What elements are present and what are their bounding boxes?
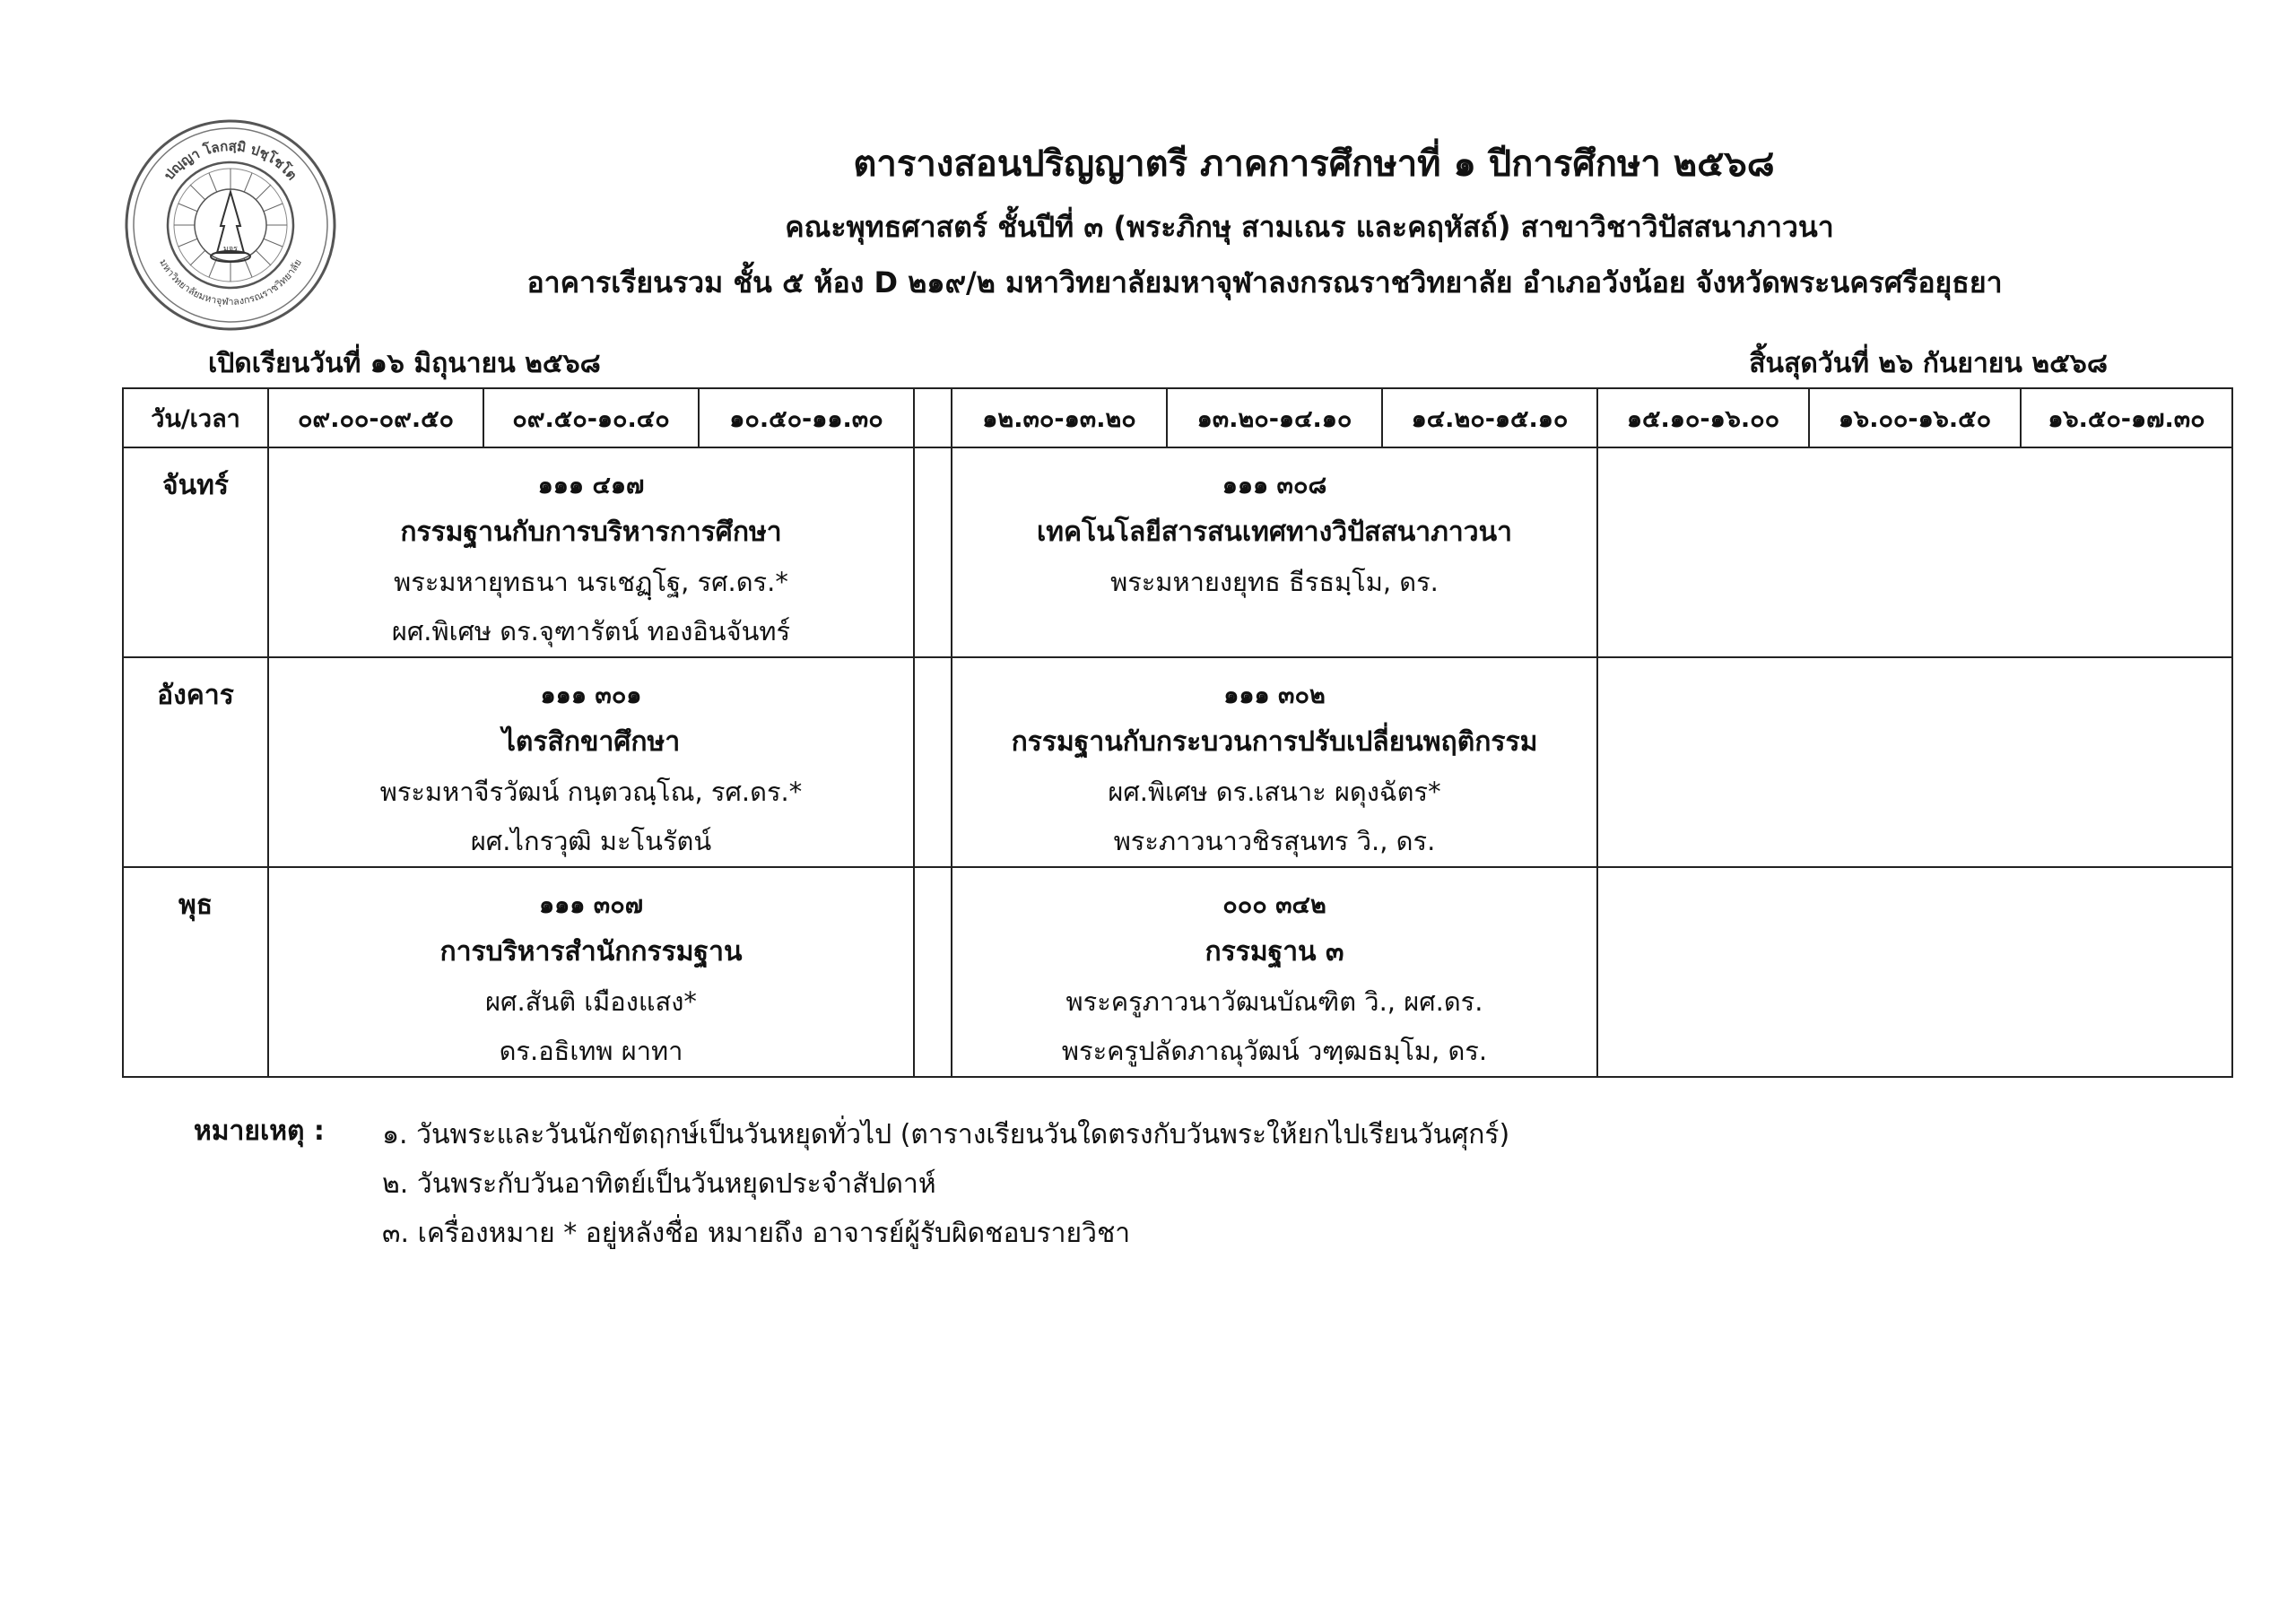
- course-cell: [268, 867, 914, 1077]
- day-cell: จันทร์: [123, 447, 268, 657]
- course-code: ๑๑๑ ๔๑๗: [537, 472, 645, 499]
- notes-label: หมายเหตุ :: [194, 1115, 325, 1147]
- note-item: ๒. วันพระกับวันอาทิตย์เป็นวันหยุดประจำสัปดาห์: [382, 1168, 936, 1200]
- day-cell: อังคาร: [123, 657, 268, 867]
- course-name: เทคโนโลยีสารสนเทศทางวิปัสสนาภาวนา: [1037, 516, 1512, 548]
- note-item: ๑. วันพระและวันนักขัตฤกษ์เป็นวันหยุดทั่วไป (ตารางเรียนวันใดตรงกับวันพระให้ยกไปเรียนวันศุกร์): [382, 1119, 1510, 1150]
- course-code: ๐๐๐ ๓๔๒: [1222, 891, 1326, 919]
- teacher-name: พระครูภาวนาวัฒนบัณฑิต วิ., ผศ.ดร.: [1065, 986, 1483, 1017]
- schedule-table: [122, 387, 2233, 1078]
- teacher-name: ดร.อธิเทพ ผาทา: [499, 1036, 683, 1066]
- teacher-name: ผศ.สันติ เมืองแสง*: [485, 986, 697, 1017]
- break-cell: [914, 657, 952, 867]
- header-row: [123, 388, 2232, 447]
- table-row: [123, 867, 2232, 1077]
- end-date: สิ้นสุดวันที่ ๒๖ กันยายน ๒๕๖๘: [1749, 348, 2108, 379]
- header-slot-8: ๑๖.๐๐-๑๖.๕๐: [1809, 388, 2021, 447]
- header-slot-1: ๐๙.๐๐-๐๙.๕๐: [268, 388, 483, 447]
- header-slot-2: ๐๙.๕๐-๑๐.๔๐: [483, 388, 699, 447]
- teacher-name: ผศ.ไกรวุฒิ มะโนรัตน์: [470, 826, 712, 856]
- teacher-name: พระมหาจีรวัฒน์ กนฺตวณฺโณ, รศ.ดร.*: [379, 777, 803, 807]
- course-name: กรรมฐานกับกระบวนการปรับเปลี่ยนพฤติกรรม: [1011, 726, 1538, 758]
- break-cell: [914, 447, 952, 657]
- course-name: กรรมฐานกับการบริหารการศึกษา: [400, 516, 782, 548]
- svg-text:มหาวิทยาลัยมหาจุฬาลงกรณราชวิทย: มหาวิทยาลัยมหาจุฬาลงกรณราชวิทยาลัย: [157, 256, 304, 308]
- course-cell: [268, 657, 914, 867]
- header-slot-3: ๑๐.๕๐-๑๑.๓๐: [699, 388, 914, 447]
- teacher-name: พระมหายุทธนา นรเชฏฺโฐ, รศ.ดร.*: [394, 567, 788, 597]
- course-cell: [952, 867, 1597, 1077]
- header-day-time: วัน/เวลา: [123, 388, 268, 447]
- course-code: ๑๑๑ ๓๐๗: [538, 891, 644, 919]
- empty-cell: [1597, 867, 2232, 1077]
- teacher-name: พระครูปลัดภาณุวัฒน์ วฑฺฒธมฺโม, ดร.: [1061, 1036, 1488, 1066]
- day-cell: พุธ: [123, 867, 268, 1077]
- course-code: ๑๑๑ ๓๐๘: [1222, 472, 1327, 499]
- header-slot-9: ๑๖.๕๐-๑๗.๓๐: [2021, 388, 2232, 447]
- svg-text:ปญฺญา โลกสฺมิ ปชฺโชโต: ปญฺญา โลกสฺมิ ปชฺโชโต: [161, 137, 300, 184]
- course-name: การบริหารสำนักกรรมฐาน: [439, 936, 743, 968]
- course-code: ๑๑๑ ๓๐๒: [1223, 681, 1326, 709]
- note-item: ๓. เครื่องหมาย * อยู่หลังชื่อ หมายถึง อาจารย์ผู้รับผิดชอบรายวิชา: [382, 1218, 1131, 1249]
- header-slot-5: ๑๓.๒๐-๑๔.๑๐: [1167, 388, 1382, 447]
- break-cell: [914, 867, 952, 1077]
- course-name: กรรมฐาน ๓: [1205, 936, 1344, 968]
- course-cell: [952, 447, 1597, 657]
- page-title: ตารางสอนปริญญาตรี ภาคการศึกษาที่ ๑ ปีการศึกษา ๒๕๖๘: [853, 143, 1775, 185]
- table-row: [123, 657, 2232, 867]
- course-code: ๑๑๑ ๓๐๑: [540, 681, 642, 709]
- header-slot-4: ๑๒.๓๐-๑๓.๒๐: [952, 388, 1167, 447]
- header-slot-6: ๑๔.๒๐-๑๕.๑๐: [1382, 388, 1597, 447]
- open-date: เปิดเรียนวันที่ ๑๖ มิถุนายน ๒๕๖๘: [208, 348, 601, 379]
- course-cell: [952, 657, 1597, 867]
- header-break: [914, 388, 952, 447]
- teacher-name: ผศ.พิเศษ ดร.จุฑารัตน์ ทองอินจันทร์: [391, 616, 791, 647]
- teacher-name: ผศ.พิเศษ ดร.เสนาะ ผดุงฉัตร*: [1108, 777, 1441, 807]
- empty-cell: [1597, 447, 2232, 657]
- teacher-name: พระมหายงยุทธ ธีรธมฺโม, ดร.: [1110, 567, 1439, 597]
- faculty-subtitle: คณะพุทธศาสตร์ ชั้นปีที่ ๓ (พระภิกษุ สามเณร และคฤหัสถ์) สาขาวิชาวิปัสสนาภาวนา: [785, 210, 1834, 244]
- empty-cell: [1597, 657, 2232, 867]
- notes-list: [382, 1110, 1509, 1258]
- course-cell: [268, 447, 914, 657]
- svg-text:มจร: มจร: [222, 245, 239, 254]
- teacher-name: พระภาวนาวชิรสุนทร วิ., ดร.: [1113, 826, 1436, 856]
- location-line: อาคารเรียนรวม ชั้น ๕ ห้อง D ๒๑๙/๒ มหาวิทยาลัยมหาจุฬาลงกรณราชวิทยาลัย อำเภอวังน้อย จังหวัดพระนครศรีอยุธยา: [526, 265, 2003, 299]
- table-row: [123, 447, 2232, 657]
- header-slot-7: ๑๕.๑๐-๑๖.๐๐: [1597, 388, 1809, 447]
- course-name: ไตรสิกขาศึกษา: [501, 726, 681, 758]
